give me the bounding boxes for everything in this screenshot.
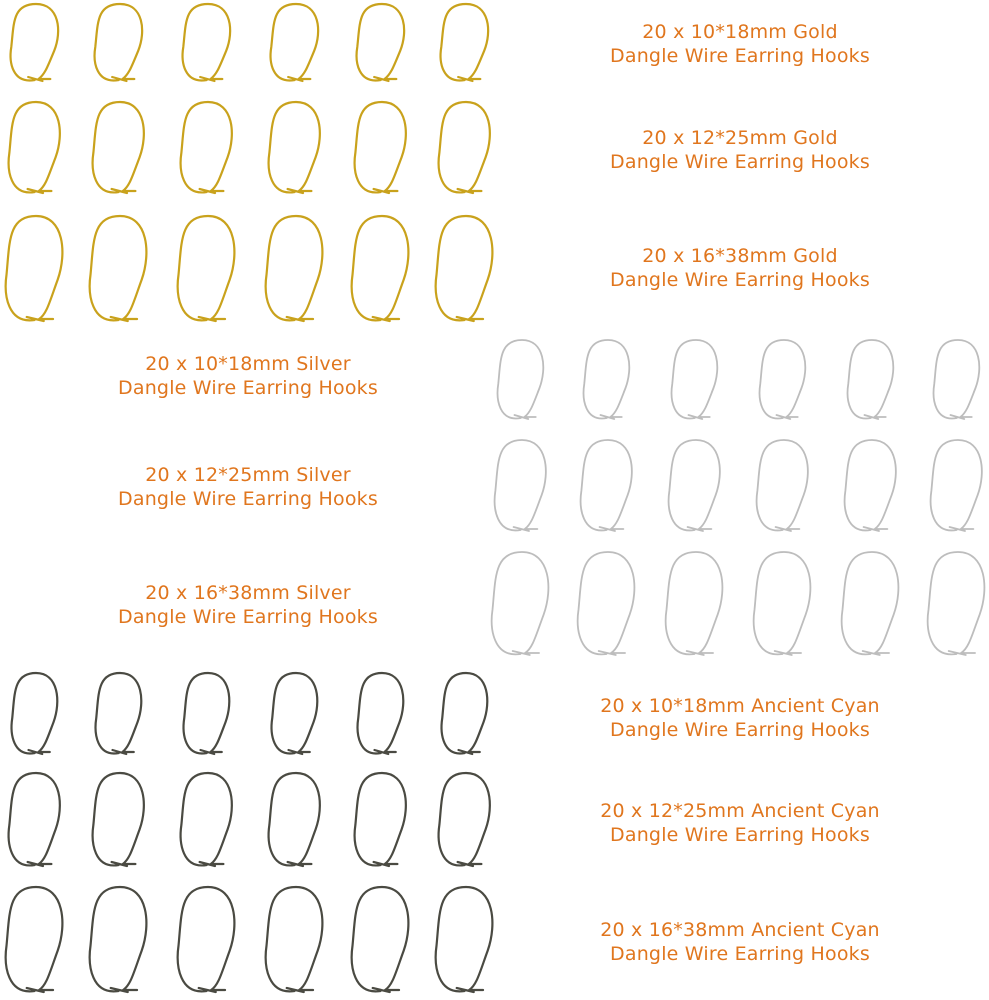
- label-line-1: 20 x 10*18mm Ancient Cyan: [600, 695, 880, 717]
- gold-hook-group: [0, 0, 989, 330]
- earring-hook: [442, 673, 488, 754]
- label-line-1: 20 x 12*25mm Silver: [145, 464, 351, 486]
- earring-hook: [439, 773, 490, 866]
- label-line-1: 20 x 12*25mm Ancient Cyan: [600, 800, 880, 822]
- earring-hook: [358, 673, 404, 754]
- earring-hook: [181, 102, 232, 193]
- earring-hook: [498, 340, 544, 419]
- earring-hook: [6, 216, 63, 321]
- earring-hook: [355, 773, 406, 866]
- earring-hook: [757, 440, 808, 531]
- earring-hook: [760, 340, 806, 419]
- earring-hook: [669, 440, 720, 531]
- cyan-large-label: [560, 918, 920, 966]
- earring-hook: [931, 440, 982, 531]
- earring-hook: [93, 102, 144, 193]
- earring-hook: [842, 552, 899, 655]
- earring-hook: [584, 340, 630, 419]
- earring-hook: [666, 552, 723, 655]
- ancient-cyan-hook-group: [0, 665, 989, 1000]
- label-line-1: 20 x 10*18mm Silver: [145, 353, 351, 375]
- label-line-2: Dangle Wire Earring Hooks: [610, 151, 870, 173]
- earring-hook: [269, 773, 320, 866]
- earring-hook: [9, 102, 60, 193]
- cyan-medium-label: [560, 799, 920, 847]
- gold-large-label: [560, 244, 920, 292]
- earring-hook: [178, 216, 235, 321]
- earring-hook: [90, 887, 147, 992]
- earring-hook: [495, 440, 546, 531]
- label-line-2: Dangle Wire Earring Hooks: [610, 45, 870, 67]
- earring-hook: [848, 340, 894, 419]
- earring-hook: [754, 552, 811, 655]
- earring-hook: [578, 552, 635, 655]
- silver-hook-group: [0, 330, 989, 660]
- earring-hook: [96, 673, 142, 754]
- earring-hook: [178, 887, 235, 992]
- label-line-2: Dangle Wire Earring Hooks: [118, 606, 378, 628]
- gold-medium-label: [560, 126, 920, 174]
- earring-hook: [439, 102, 490, 193]
- earring-hook: [9, 773, 60, 866]
- earring-hook: [436, 887, 493, 992]
- earring-hook: [934, 340, 980, 419]
- earring-hook: [672, 340, 718, 419]
- label-line-2: Dangle Wire Earring Hooks: [610, 943, 870, 965]
- earring-hook: [352, 216, 409, 321]
- earring-hook: [492, 552, 549, 655]
- cyan-small-label: [560, 694, 920, 742]
- earring-hook: [184, 673, 230, 754]
- earring-hook: [352, 887, 409, 992]
- silver-medium-label: [68, 463, 428, 511]
- earring-hook: [436, 216, 493, 321]
- silver-large-label: [68, 581, 428, 629]
- earring-hook: [12, 673, 58, 754]
- earring-hook: [928, 552, 985, 655]
- earring-hook: [90, 216, 147, 321]
- earring-hook: [271, 4, 319, 81]
- label-line-1: 20 x 12*25mm Gold: [642, 127, 838, 149]
- label-line-2: Dangle Wire Earring Hooks: [610, 824, 870, 846]
- earring-hook: [581, 440, 632, 531]
- earring-hook: [266, 216, 323, 321]
- gold-small-label: [560, 20, 920, 68]
- earring-hook: [269, 102, 320, 193]
- earring-hook: [183, 4, 231, 81]
- earring-hook: [181, 773, 232, 866]
- earring-hook: [845, 440, 896, 531]
- earring-hook: [357, 4, 405, 81]
- earring-hook: [93, 773, 144, 866]
- label-line-1: 20 x 16*38mm Silver: [145, 582, 351, 604]
- label-line-1: 20 x 16*38mm Gold: [642, 245, 838, 267]
- label-line-2: Dangle Wire Earring Hooks: [610, 269, 870, 291]
- earring-hook: [11, 4, 59, 81]
- earring-hook: [441, 4, 489, 81]
- earring-hook: [6, 887, 63, 992]
- label-line-1: 20 x 16*38mm Ancient Cyan: [600, 919, 880, 941]
- silver-small-label: [68, 352, 428, 400]
- label-line-2: Dangle Wire Earring Hooks: [610, 719, 870, 741]
- label-line-2: Dangle Wire Earring Hooks: [118, 377, 378, 399]
- earring-hook: [272, 673, 318, 754]
- earring-hook: [266, 887, 323, 992]
- earring-hook: [95, 4, 143, 81]
- earring-hook: [355, 102, 406, 193]
- label-line-1: 20 x 10*18mm Gold: [642, 21, 838, 43]
- label-line-2: Dangle Wire Earring Hooks: [118, 488, 378, 510]
